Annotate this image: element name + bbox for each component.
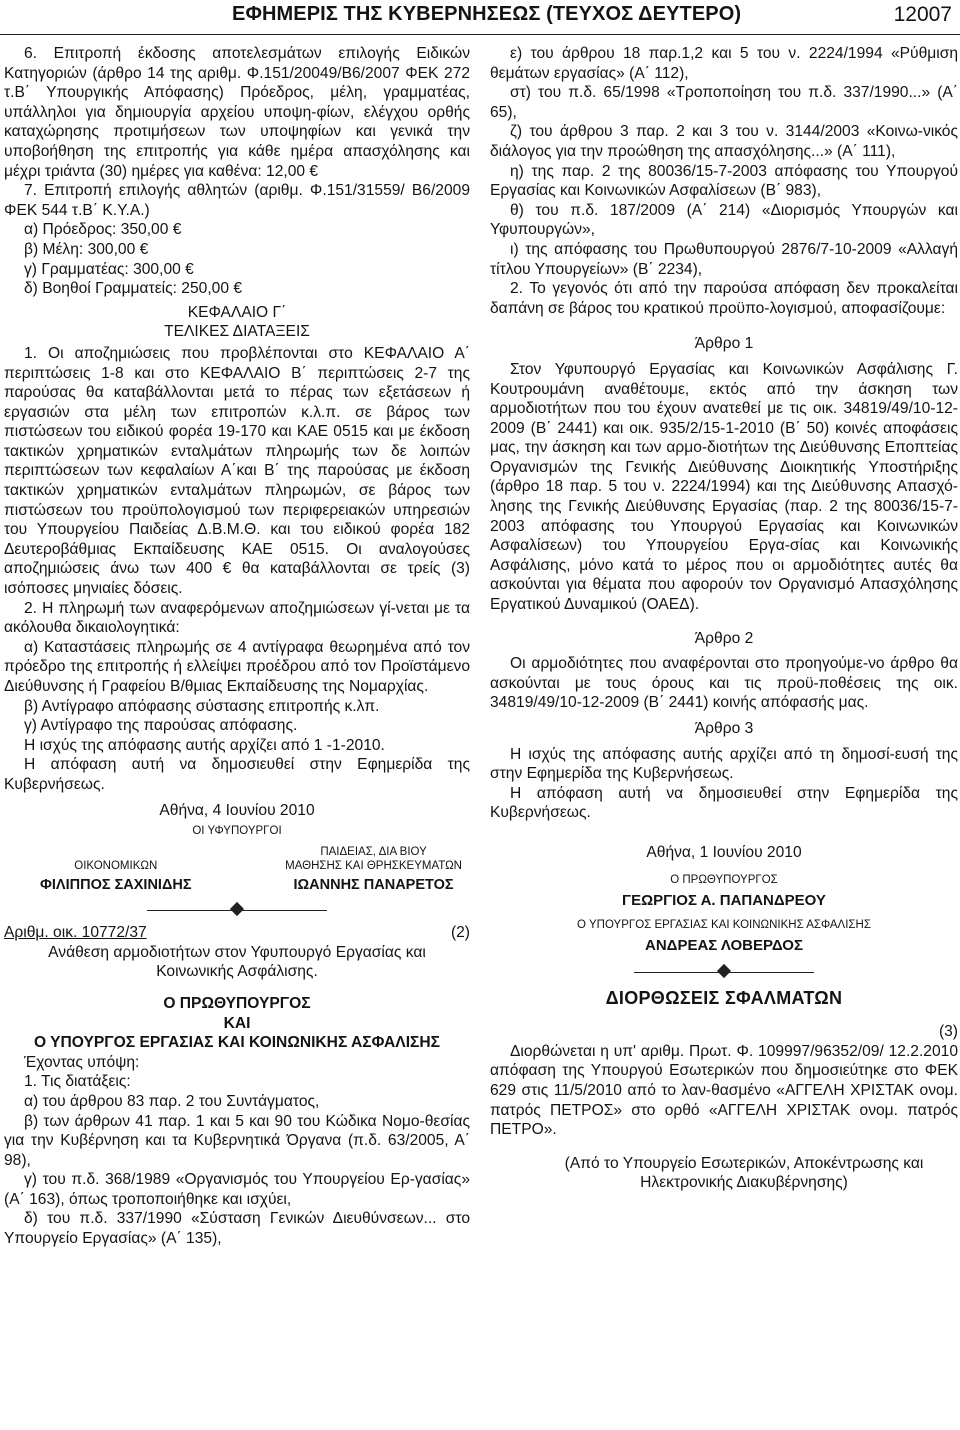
signatures <box>4 845 470 897</box>
budget-statement: 2. Το γεγονός ότι από την παρούσα απόφαση δεν προκαλείται δαπάνη σε βάρος του κρατικού προϋπο-λογισμού, αποφασίζουμε: <box>490 280 958 317</box>
paragraph-final-1: 1. Οι αποζημιώσεις που προβλέπονται στο ΚΕΦΑΛΑΙΟ Α΄ περιπτώσεις 1-8 και στο ΚΕΦΑΛΑΙΟ Β΄ περιπτώσεις 2-7 της παρούσας θα καταβάλλονται μετά το πέρας των εξετάσεων ή εργασιών στα μέλη των επιτροπών κ.λ.π. σε βάρος των πιστώσεων του ειδικού φορέα 19-170 και ΚΑΕ 0515 και με έκδοση τακτικών χρηματικών ενταλμάτων πληρωμής των δε λοιπών περιπτώσεων των κεφαλαίων Α΄και Β΄ της παρούσας με έκδοση τακτικών χρηματικών ενταλμάτων πληρωμών, σε βάρος των πιστώσεων του προϋπολογισμού των περιφερειακών υπηρεσιών του Υπουργείου Παιδείας Δ.Β.Μ.Θ. και του ειδικού φορέα 182 Δευτεροβάθμιας Εκπαίδευσης ΚΑΕ 0515. Οι αναλογούσες αποζημιώσεις άνω των 400 € θα καταβάλλονται σε τρείς (3) ισόποσες μηνιαίες δόσεις. <box>4 344 470 598</box>
signature-role: ΠΑΙΔΕΙΑΣ, ΔΙΑ ΒΙΟΥ <box>320 846 427 859</box>
reference-number: Αριθμ. οικ. 10772/37 <box>4 924 147 942</box>
provisions-heading: 1. Τις διατάξεις: <box>24 1073 131 1091</box>
paragraph-final-2: 2. Η πληρωμή των αναφερόμενων αποζημιώσεων γί-νεται με τα ακόλουθα δικαιολογητικά: <box>4 599 470 637</box>
considering: Έχοντας υπόψη: <box>24 1053 140 1071</box>
pm-role: Ο ΠΡΩΘΥΠΟΥΡΓΟΣ <box>670 873 778 886</box>
provision-e: ε) του άρθρου 18 παρ.1,2 και 5 του ν. 2224/1994 «Ρύθμιση θεμάτων εργασίας» (Α΄ 112), <box>490 45 958 82</box>
signature-name: ΙΩΑΝΝΗΣ ΠΑΝΑΡΕΤΟΣ <box>293 877 454 894</box>
article-2-text: Οι αρμοδιότητες που αναφέρονται στο προηγούμε-νο άρθρο θα ασκούνται με τους όρους και τις προϋ-ποθέσεις της οικ. 34819/49/10-12-2009 (Β΄ 2441) κοινής απόφασής μας. <box>490 655 958 712</box>
paragraph-final-c: γ) Αντίγραφο της παρούσας απόφασης. <box>24 717 298 735</box>
provision-i: ι) της απόφασης του Πρωθυπουργού 2876/7-10-2009 «Αλλαγή τίτλου Υπουργείων» (Β΄ 2234), <box>490 240 958 278</box>
signature-role: ΜΑΘΗΣΗΣ ΚΑΙ ΘΡΗΣΚΕΥΜΑΤΩΝ <box>285 860 462 873</box>
signature-finance <box>40 859 192 897</box>
provision-b: β) των άρθρων 41 παρ. 1 και 5 και 90 του Κώδικα Νομο-θεσίας για την Κυβέρνηση και τα Κυβερνητικά Όργανα (π.δ. 63/2005, Α΄ 98), <box>4 1112 470 1169</box>
issuer-heading-3: Ο ΥΠΟΥΡΓΟΣ ΕΡΓΑΣΙΑΣ ΚΑΙ ΚΟΙΝΩΝΙΚΗΣ ΑΣΦΑΛΙΣΗΣ <box>33 1034 441 1052</box>
reference-index: (2) <box>450 924 470 942</box>
pm-name: ΓΕΩΡΓΙΟΣ Α. ΠΑΠΑΝΔΡΕΟΥ <box>622 891 826 909</box>
paragraph-committee-7: 7. Επιτροπή επιλογής αθλητών (αριθμ. Φ.151/31559/ Β6/2009 ΦΕΚ 544 τ.Β΄ Κ.Υ.Α.) <box>4 182 470 219</box>
fee-secretary: γ) Γραμματέας: 300,00 € <box>24 260 194 278</box>
signing-date: Αθήνα, 4 Ιουνίου 2010 <box>159 801 315 819</box>
article-3-heading: Άρθρο 3 <box>694 720 754 737</box>
paragraph-final-b: β) Αντίγραφο απόφασης σύστασης επιτροπής κ.λπ. <box>24 697 380 715</box>
correction-index: (3) <box>938 1023 958 1041</box>
signature-role: ΟΙΚΟΝΟΜΙΚΩΝ <box>74 860 158 873</box>
fee-members: β) Μέλη: 300,00 € <box>24 240 149 258</box>
minister-name: ΑΝΔΡΕΑΣ ΛΟΒΕΡΔΟΣ <box>645 936 803 954</box>
decision-subject: Ανάθεση αρμοδιοτήτων στον Υφυπουργό Εργασίας και Κοινωνικής Ασφάλισης. <box>48 943 426 981</box>
issuer-heading-1: Ο ΠΡΩΘΥΠΟΥΡΓΟΣ <box>163 994 311 1012</box>
article-1-heading: Άρθρο 1 <box>694 335 754 353</box>
article-2-heading: Άρθρο 2 <box>694 629 754 647</box>
right-column <box>490 44 958 1193</box>
corrections-heading: ΔΙΟΡΘΩΣΕΙΣ ΣΦΑΛΜΑΤΩΝ <box>605 987 843 1008</box>
signature-name: ΦΙΛΙΠΠΟΣ ΣΑΧΙΝΙΔΗΣ <box>40 877 192 894</box>
paragraph-committee-6: 6. Επιτροπή έκδοσης αποτελεσμάτων επιλογής Ειδικών Κατηγοριών (άρθρο 14 της αριθμ. Φ.151/20049/Β6/2007 ΦΕΚ 272 τ.Β΄ Υπουργικής Απόφασης) Πρόεδρος, μέλη, γραμματέας, υπάλληλοι για δημιουργία αρχείου υποψη-φίων, ελέγχου ορθής καταχώρησης προτιμήσεων των υποψηφίων και γενικά την υποβοήθηση της επιτροπής για κάθε ημέρα απασχόλησης και μέχρι τριάντα (30) ημέρες για καθένα: 12,00 € <box>4 45 470 180</box>
minister-role: Ο ΥΠΟΥΡΓΟΣ ΕΡΓΑΣΙΑΣ ΚΑΙ ΚΟΙΝΩΝΙΚΗΣ ΑΣΦΑΛΙΣΗΣ <box>577 918 871 931</box>
decision-reference <box>4 923 470 943</box>
provision-th: θ) του π.δ. 187/2009 (Α΄ 214) «Διορισμός Υπουργών και Υφυπουργών», <box>490 201 958 239</box>
section-divider <box>634 963 814 983</box>
article-3-text-2: Η απόφαση αυτή να δημοσιευθεί στην Εφημερίδα της Κυβερνήσεως. <box>490 784 958 822</box>
article-1-text: Στον Υφυπουργό Εργασίας και Κοινωνικών Ασφάλισης Γ. Κουτρουμάνη αναθέτουμε, εκτός από την άσκηση των αρμοδιοτήτων που του έχουν ανατεθεί με τις οικ. 34819/49/10-12-2009 (Β΄ 2441) και οικ. 935/2/15-1-2010 (Β΄ 50) κοινές αποφάσεις μας, την άσκηση και των αρμο-διοτήτων της Διεύθυνσης Εποπτείας Οργανισμών της Γενικής Διεύθυνσης Διοικητικής Υποστήριξης (άρθρο 18 παρ. 5 του ν. 2224/1994) και της Διεύθυνσης Απασχό-λησης της Γενικής Διεύθυνσης Εργασίας (παρ. 2 της 80036/15-7-2003 απόφασης του Υπουργού Εργασίας και Κοινωνικών Ασφαλίσεων) του Υπουργείου Εργα-σίας και Κοινωνικής Ασφάλισης, μόνο κατά το μέρος που οι αρμοδιότητες αυτές θα ασκούνται για θέματα που αφορούν τον Οργανισμό Απασχόλησης Εργατικού Δυναμικού (ΟΑΕΔ). <box>490 360 958 614</box>
provision-c: γ) του π.δ. 368/1989 «Οργανισμός του Υπουργείου Ερ-γασίας» (Α΄ 163), όπως τροποποιήθηκε και ισχύει, <box>4 1171 470 1208</box>
fee-president: α) Πρόεδρος: 350,00 € <box>24 221 182 239</box>
chapter-title: ΤΕΛΙΚΕΣ ΔΙΑΤΑΞΕΙΣ <box>164 323 310 341</box>
signature-education <box>285 845 462 897</box>
issuer-heading-2: ΚΑΙ <box>223 1014 251 1032</box>
ministers-heading: ΟΙ ΥΦΥΠΟΥΡΓΟΙ <box>192 825 282 838</box>
paragraph-publish: Η απόφαση αυτή να δημοσιευθεί στην Εφημερίδα της Κυβερνήσεως. <box>4 756 470 793</box>
gazette-title: ΕΦΗΜΕΡΙΣ ΤΗΣ ΚΥΒΕΡΝΗΣΕΩΣ (ΤΕΥΧΟΣ ΔΕΥΤΕΡΟ) <box>232 3 742 25</box>
provision-h: η) της παρ. 2 της 80036/15-7-2003 απόφασης του Υπουργού Εργασίας και Κοινωνικών Ασφαλίσεων (Β΄ 983), <box>490 162 958 200</box>
signing-date-2: Αθήνα, 1 Ιουνίου 2010 <box>646 843 802 861</box>
provision-a: α) του άρθρου 83 παρ. 2 του Συντάγματος, <box>24 1092 320 1110</box>
article-3-text-1: Η ισχύς της απόφασης αυτής αρχίζει από τη δημοσί-ευσή της στην Εφημερίδα της Κυβερνήσεως. <box>490 745 958 783</box>
gazette-header <box>0 0 960 35</box>
chapter-heading: ΚΕΦΑΛΑΙΟ Γ΄ <box>187 303 287 321</box>
fee-assistants: δ) Βοηθοί Γραμματείς: 250,00 € <box>24 280 243 298</box>
correction-text: Διορθώνεται η υπ' αριθμ. Πρωτ. Φ. 109997/96352/09/ 12.2.2010 απόφαση της Υπουργού Εσωτερικών που δημοσιεύτηκε στο ΦΕΚ 629 στις 11/5/2010 από το λαν-θασμένο «ΑΓΓΕΛΗ ΧΡΙΣΤΑΚ ονομ. πατρός ΠΕΤΡΟΣ» στο ορθό «ΑΓΓΕΛΗ ΧΡΙΣΤΑΚ ονομ. πατρός ΠΕΤΡΟ». <box>490 1042 958 1139</box>
provision-st: στ) του π.δ. 65/1998 «Τροποποίηση του π.δ. 337/1990...» (Α΄ 65), <box>490 84 958 121</box>
left-column <box>4 44 470 1249</box>
paragraph-validity: Η ισχύς της απόφασης αυτής αρχίζει από 1 -1-2010. <box>24 736 385 754</box>
provision-z: ζ) του άρθρου 3 παρ. 2 και 3 του ν. 3144/2003 «Κοινω-νικός διάλογος για την προώθηση της απασχόλησης...» (Α΄ 111), <box>490 123 958 160</box>
provision-d: δ) του π.δ. 337/1990 «Σύσταση Γενικών Διευθύνσεων... στο Υπουργείο Εργασίας» (Α΄ 135), <box>4 1210 470 1248</box>
paragraph-final-a: α) Καταστάσεις πληρωμής σε 4 αντίγραφα θεωρημένα από τον πρόεδρο της επιτροπής ή ελλείψει προέδρου από τον Προϊστάμενο Διεύθυνσης ή Γραφείου Β/θμιας Εκπαίδευσης της Νομαρχίας. <box>4 638 470 695</box>
page-number: 12007 <box>893 3 952 26</box>
section-divider <box>147 901 327 921</box>
correction-source: (Από το Υπουργείο Εσωτερικών, Αποκέντρωσης και Ηλεκτρονικής Διακυβέρνησης) <box>564 1154 924 1192</box>
